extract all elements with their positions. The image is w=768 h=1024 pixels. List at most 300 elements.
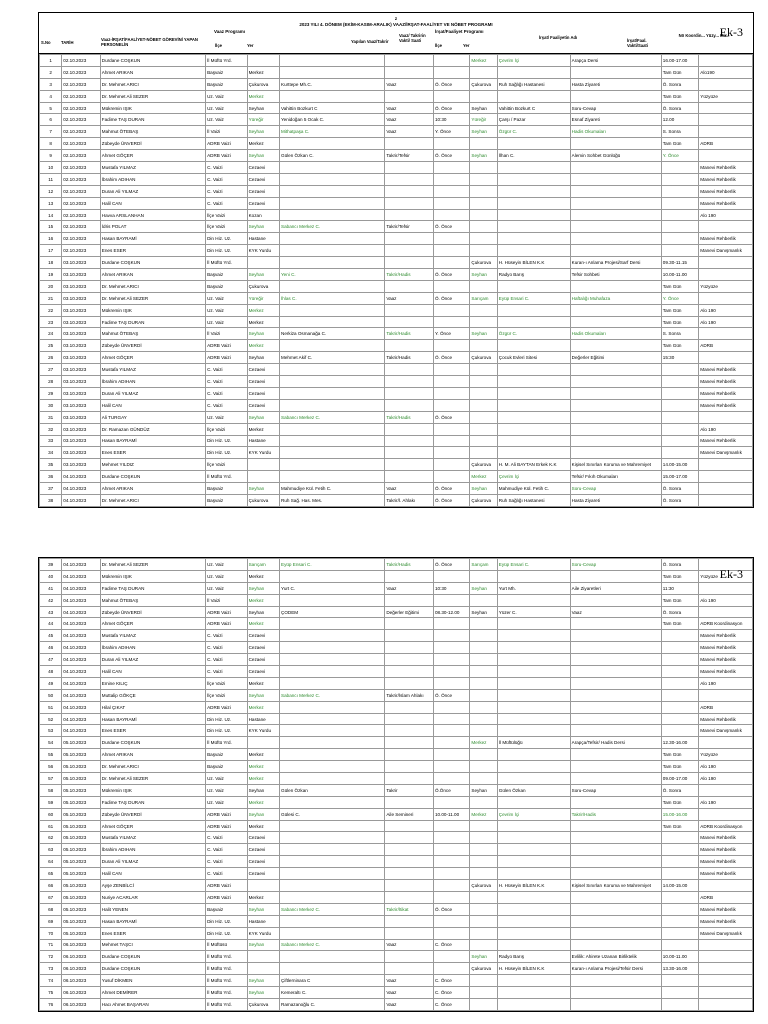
cell-topic: Aile Semineri: [385, 808, 434, 820]
cell-coordination: Alo 190: [699, 209, 753, 221]
cell-place: [280, 856, 385, 868]
cell-time: [433, 570, 469, 582]
cell-role: Uz. Vaiz: [206, 784, 248, 796]
cell-activity-time: 14.00-15.00: [661, 880, 698, 892]
cell-irsat-district: [470, 280, 497, 292]
cell-irsat-district: [470, 197, 497, 209]
cell-irsat-place: [497, 618, 570, 630]
cell-role: Başvaiz: [206, 66, 248, 78]
cell-place: [280, 880, 385, 892]
cell-name: Hasan BAYRAMİ: [100, 233, 205, 245]
table-row: [40, 257, 753, 269]
cell-district: Seyhan: [247, 784, 279, 796]
cell-activity-time: Tam Gün: [661, 90, 698, 102]
cell-place: Gülen Özkan: [280, 784, 385, 796]
cell-time: [433, 761, 469, 773]
cell-irsat-place: Radyo Barış: [497, 269, 570, 281]
cell-activity-time: [661, 868, 698, 880]
cell-irsat-district: Çukurova: [470, 257, 497, 269]
cell-activity-time: [661, 630, 698, 642]
cell-topic: Takrir: [385, 784, 434, 796]
cell-no: 66: [40, 880, 62, 892]
cell-topic: [385, 868, 434, 880]
table-row: [40, 399, 753, 411]
cell-place: [280, 796, 385, 808]
table-row: [40, 559, 753, 571]
cell-irsat-place: [497, 677, 570, 689]
cell-activity-time: Tam Gün: [661, 280, 698, 292]
cell-topic: [385, 963, 434, 975]
cell-activity: [570, 713, 661, 725]
cell-place: [280, 630, 385, 642]
cell-place: Kemeraltı C.: [280, 987, 385, 999]
cell-role: C. Vaizi: [206, 185, 248, 197]
cell-time: [433, 233, 469, 245]
cell-coordination: Yüzyüze: [699, 749, 753, 761]
cell-place: [280, 316, 385, 328]
cell-place: Gülesi C.: [280, 808, 385, 820]
cell-time: 10:30: [433, 582, 469, 594]
cell-irsat-place: [497, 280, 570, 292]
cell-activity-time: 09.00-17.00: [661, 773, 698, 785]
cell-coordination: [699, 987, 753, 999]
cell-district: Hastane: [247, 435, 279, 447]
cell-topic: Takrir/Tefsir: [385, 221, 434, 233]
cell-irsat-place: [497, 185, 570, 197]
cell-coordination: Manevi Rehberlik: [699, 856, 753, 868]
cell-coordination: [699, 257, 753, 269]
cell-district: [247, 55, 279, 67]
cell-topic: Vaaz: [385, 114, 434, 126]
cell-district: Merkez: [247, 677, 279, 689]
cell-place: Ruh Sağ. Has. Mes.: [280, 494, 385, 506]
cell-activity-time: [661, 435, 698, 447]
cell-district: Merkez: [247, 820, 279, 832]
cell-place: [280, 173, 385, 185]
cell-coordination: [699, 606, 753, 618]
cell-irsat-district: [470, 856, 497, 868]
cell-place: [280, 737, 385, 749]
table-row: [40, 868, 753, 880]
cell-name: Ahmet GÖÇER: [100, 618, 205, 630]
cell-district: Cezaevi: [247, 364, 279, 376]
cell-name: Durdane COŞKUN: [100, 471, 205, 483]
cell-date: 03.10.2023: [62, 269, 100, 281]
cell-place: [280, 713, 385, 725]
cell-topic: [385, 340, 434, 352]
cell-date: 04.10.2023: [62, 630, 100, 642]
cell-name: Yusuf DİKMEN: [100, 975, 205, 987]
cell-role: Uz. Vaiz: [206, 411, 248, 423]
cell-district: Seyhan: [247, 328, 279, 340]
cell-activity: [570, 630, 661, 642]
title-text: 2023 YILI 4. DÖNEM (EKİM-KASIM-ARALIK) VAAZ/İRŞAT-FAALİYET VE NÖBET PROGRAMI: [299, 22, 493, 27]
cell-time: Ö. Önce: [433, 411, 469, 423]
cell-activity-time: [661, 856, 698, 868]
cell-no: 23: [40, 316, 62, 328]
table-row: [40, 483, 753, 495]
cell-role: ADRB Vaizi: [206, 820, 248, 832]
cell-role: ADRB Vaizi: [206, 138, 248, 150]
table-row: [40, 173, 753, 185]
cell-irsat-district: Merkez: [470, 808, 497, 820]
cell-role: İlçe Vaizi: [206, 221, 248, 233]
cell-activity: [570, 570, 661, 582]
cell-irsat-district: [470, 340, 497, 352]
cell-district: Seyhan: [247, 221, 279, 233]
table-row: [40, 423, 753, 435]
cell-date: 02.10.2023: [62, 114, 100, 126]
cell-role: Başvaiz: [206, 280, 248, 292]
cell-topic: Takrir/İtikat: [385, 903, 434, 915]
cell-irsat-district: [470, 987, 497, 999]
cell-irsat-place: [497, 173, 570, 185]
cell-activity-time: Tam Gün: [661, 316, 698, 328]
cell-irsat-place: Yurt Mh.: [497, 582, 570, 594]
cell-place: Eyüp Ensari C.: [280, 559, 385, 571]
cell-place: [280, 280, 385, 292]
cell-date: 03.10.2023: [62, 352, 100, 364]
cell-role: Uz. Vaiz: [206, 773, 248, 785]
cell-irsat-district: [470, 796, 497, 808]
cell-role: Uz. Vaiz: [206, 570, 248, 582]
cell-activity-time: Y. Önce: [661, 150, 698, 162]
cell-district: Çukurova: [247, 78, 279, 90]
cell-name: Zübeyde ÜNVERDİ: [100, 808, 205, 820]
cell-irsat-district: [470, 245, 497, 257]
cell-date: 04.10.2023: [62, 677, 100, 689]
cell-date: 04.10.2023: [62, 483, 100, 495]
cell-date: 06.10.2023: [62, 975, 100, 987]
cell-topic: [385, 162, 434, 174]
cell-district: Merkez: [247, 701, 279, 713]
cell-no: 5: [40, 102, 62, 114]
col-ilce-header: İlçe: [215, 43, 222, 48]
col-koord-header: Nö Koordin... Yüzy... Ma...: [678, 33, 730, 38]
cell-name: Ahmet GÖÇER: [100, 352, 205, 364]
cell-irsat-place: Çevrim İçi: [497, 808, 570, 820]
cell-activity-time: 10.00-11.00: [661, 269, 698, 281]
cell-activity-time: 15:30: [661, 352, 698, 364]
cell-irsat-place: [497, 316, 570, 328]
cell-irsat-place: [497, 423, 570, 435]
cell-activity: [570, 796, 661, 808]
table-row: [40, 951, 753, 963]
cell-place: Sabancı Merkez C.: [280, 903, 385, 915]
cell-activity-time: [661, 197, 698, 209]
table-row: [40, 459, 753, 471]
cell-coordination: Yüzyüze: [699, 90, 753, 102]
cell-time: Ö. Önce: [433, 269, 469, 281]
cell-irsat-district: [470, 435, 497, 447]
cell-irsat-district: [470, 677, 497, 689]
cell-date: 05.10.2023: [62, 820, 100, 832]
cell-irsat-place: [497, 666, 570, 678]
cell-irsat-district: Seyhan: [470, 483, 497, 495]
cell-topic: [385, 725, 434, 737]
cell-role: C. Vaizi: [206, 844, 248, 856]
table-row: [40, 796, 753, 808]
table-row: [40, 162, 753, 174]
cell-place: [280, 915, 385, 927]
cell-time: [433, 880, 469, 892]
cell-place: [280, 471, 385, 483]
cell-irsat-district: Çukurova: [470, 963, 497, 975]
cell-irsat-place: [497, 891, 570, 903]
table-row: [40, 316, 753, 328]
cell-activity-time: [661, 725, 698, 737]
cell-district: KYK Yurdu: [247, 245, 279, 257]
cell-role: Başvaiz: [206, 761, 248, 773]
cell-activity: [570, 185, 661, 197]
cell-activity: [570, 618, 661, 630]
cell-date: 06.10.2023: [62, 939, 100, 951]
cell-role: İl Müftü Yrd.: [206, 55, 248, 67]
cell-topic: Takrir/İslam Ahlakı: [385, 689, 434, 701]
cell-time: [433, 316, 469, 328]
cell-topic: [385, 654, 434, 666]
cell-time: [433, 173, 469, 185]
cell-activity-time: 14.00-15.00: [661, 459, 698, 471]
cell-date: 05.10.2023: [62, 773, 100, 785]
cell-role: ADRB Vaizi: [206, 606, 248, 618]
col-yer2-header: Yer: [463, 43, 470, 48]
cell-place: [280, 66, 385, 78]
cell-district: Cezaevi: [247, 197, 279, 209]
cell-role: C. Vaizi: [206, 868, 248, 880]
cell-irsat-place: [497, 66, 570, 78]
cell-district: Hastane: [247, 915, 279, 927]
cell-irsat-place: [497, 654, 570, 666]
cell-irsat-district: Seyhan: [470, 582, 497, 594]
cell-time: Y. Önce: [433, 126, 469, 138]
cell-district: Seyhan: [247, 903, 279, 915]
cell-irsat-district: [470, 364, 497, 376]
cell-activity-time: 16.00-17.00: [661, 55, 698, 67]
cell-no: 70: [40, 927, 62, 939]
cell-place: [280, 185, 385, 197]
cell-activity-time: 15.00-17.00: [661, 471, 698, 483]
cell-place: [280, 701, 385, 713]
cell-activity-time: [661, 233, 698, 245]
cell-district: Kozan: [247, 209, 279, 221]
cell-coordination: Manevi Rehberlik: [699, 173, 753, 185]
cell-time: [433, 963, 469, 975]
cell-irsat-place: [497, 411, 570, 423]
cell-activity-time: Ö. Sonra: [661, 606, 698, 618]
cell-place: [280, 570, 385, 582]
cell-coordination: ADRB: [699, 701, 753, 713]
cell-time: [433, 447, 469, 459]
cell-activity-time: Tam Gün: [661, 618, 698, 630]
cell-irsat-district: Seyhan: [470, 150, 497, 162]
cell-name: İdris POLAT: [100, 221, 205, 233]
cell-date: 03.10.2023: [62, 399, 100, 411]
cell-role: Uz. Vaiz: [206, 304, 248, 316]
cell-date: 03.10.2023: [62, 447, 100, 459]
cell-district: Cezaevi: [247, 162, 279, 174]
cell-activity: [570, 423, 661, 435]
cell-activity-time: Tam Gün: [661, 340, 698, 352]
cell-role: İlçe Vaizi: [206, 677, 248, 689]
cell-name: Ahmet GÖÇER: [100, 820, 205, 832]
cell-activity: [570, 447, 661, 459]
table-row: [40, 618, 753, 630]
cell-district: Yüreğir: [247, 292, 279, 304]
cell-activity-time: [661, 387, 698, 399]
cell-role: İl Müftü Yrd.: [206, 998, 248, 1010]
cell-name: Ahmet DEMİRER: [100, 987, 205, 999]
cell-topic: [385, 399, 434, 411]
table-row: [40, 606, 753, 618]
table-row: [40, 126, 753, 138]
cell-irsat-place: Çocuk Evleri Sitesi: [497, 352, 570, 364]
cell-name: Durdane COŞKUN: [100, 951, 205, 963]
cell-activity-time: [661, 987, 698, 999]
cell-no: 33: [40, 435, 62, 447]
table-row: [40, 963, 753, 975]
cell-no: 67: [40, 891, 62, 903]
cell-coordination: Manevi Danışmanlık: [699, 725, 753, 737]
cell-activity-time: [661, 927, 698, 939]
cell-name: İbrahim ADIHAN: [100, 173, 205, 185]
cell-place: Sabancı Merkez C.: [280, 411, 385, 423]
cell-time: Ö.Önce: [433, 784, 469, 796]
cell-no: 56: [40, 761, 62, 773]
cell-role: C. Vaizi: [206, 399, 248, 411]
cell-irsat-district: Seyhan: [470, 102, 497, 114]
cell-no: 14: [40, 209, 62, 221]
cell-coordination: Manevi Rehberlik: [699, 642, 753, 654]
cell-irsat-place: [497, 975, 570, 987]
vaaz-section-label: Vaaz Programı: [214, 29, 246, 34]
cell-time: [433, 459, 469, 471]
cell-no: 7: [40, 126, 62, 138]
cell-activity: [570, 316, 661, 328]
cell-coordination: ADRB: [699, 891, 753, 903]
cell-date: 03.10.2023: [62, 257, 100, 269]
cell-activity: Arapça/Tefsir/ Hadis Dersi: [570, 737, 661, 749]
cell-no: 2: [40, 66, 62, 78]
cell-irsat-district: [470, 844, 497, 856]
cell-activity-time: 11:30: [661, 582, 698, 594]
cell-place: [280, 642, 385, 654]
cell-coordination: [699, 328, 753, 340]
cell-coordination: Manevi Rehberlik: [699, 376, 753, 388]
cell-activity-time: [661, 221, 698, 233]
table-row: [40, 376, 753, 388]
table-row: [40, 102, 753, 114]
cell-name: Ahmet GÖÇER: [100, 150, 205, 162]
cell-no: 48: [40, 666, 62, 678]
cell-role: C. Vaizi: [206, 630, 248, 642]
cell-activity-time: Ö. Sonra: [661, 784, 698, 796]
cell-activity-time: [661, 903, 698, 915]
cell-coordination: Manevi Rehberlik: [699, 666, 753, 678]
cell-irsat-place: [497, 689, 570, 701]
cell-name: İbrahim ADIHAN: [100, 844, 205, 856]
cell-time: [433, 340, 469, 352]
cell-coordination: Manevi Rehberlik: [699, 197, 753, 209]
cell-role: Uz. Vaiz: [206, 582, 248, 594]
cell-no: 11: [40, 173, 62, 185]
cell-irsat-district: [470, 387, 497, 399]
cell-activity-time: [661, 939, 698, 951]
table-row: [40, 150, 753, 162]
cell-time: [433, 832, 469, 844]
cell-irsat-district: [470, 66, 497, 78]
cell-place: [280, 209, 385, 221]
cell-date: 03.10.2023: [62, 411, 100, 423]
cell-date: 03.10.2023: [62, 316, 100, 328]
cell-no: 75: [40, 987, 62, 999]
cell-no: 13: [40, 197, 62, 209]
cell-activity: [570, 820, 661, 832]
cell-irsat-district: [470, 423, 497, 435]
cell-activity: Soru-Cevap: [570, 483, 661, 495]
cell-activity-time: Y. Önce: [661, 292, 698, 304]
cell-date: 03.10.2023: [62, 435, 100, 447]
cell-irsat-place: [497, 570, 570, 582]
cell-activity: Hadis Okumaları: [570, 328, 661, 340]
cell-activity: [570, 939, 661, 951]
cell-date: 04.10.2023: [62, 606, 100, 618]
table-row: [40, 90, 753, 102]
cell-name: Enes ESER: [100, 725, 205, 737]
cell-irsat-place: [497, 987, 570, 999]
cell-irsat-place: Çevrim İçi: [497, 55, 570, 67]
cell-date: 04.10.2023: [62, 494, 100, 506]
cell-coordination: [699, 269, 753, 281]
cell-activity: [570, 725, 661, 737]
cell-irsat-district: Çukurova: [470, 880, 497, 892]
cell-name: Ahmet ARIKAN: [100, 269, 205, 281]
cell-district: Cezaevi: [247, 387, 279, 399]
cell-name: Duran Ali YILMAZ: [100, 654, 205, 666]
cell-date: 04.10.2023: [62, 666, 100, 678]
cell-topic: [385, 713, 434, 725]
cell-time: C. Önce: [433, 939, 469, 951]
cell-role: C. Vaizi: [206, 666, 248, 678]
cell-activity: Haftalığı Muhafaza: [570, 292, 661, 304]
cell-coordination: Manevi Rehberlik: [699, 844, 753, 856]
cell-activity: Alemin Sohbet Günlüğü: [570, 150, 661, 162]
cell-coordination: Manevi Rehberlik: [699, 185, 753, 197]
cell-time: [433, 915, 469, 927]
cell-place: [280, 376, 385, 388]
cell-role: C. Vaizi: [206, 197, 248, 209]
cell-topic: Takrir/İ. Ahlakı: [385, 494, 434, 506]
cell-district: Hastane: [247, 233, 279, 245]
cell-activity: [570, 701, 661, 713]
cell-irsat-place: [497, 245, 570, 257]
cell-topic: [385, 677, 434, 689]
cell-time: Ö. Önce: [433, 559, 469, 571]
cell-topic: [385, 435, 434, 447]
cell-topic: [385, 66, 434, 78]
cell-place: [280, 868, 385, 880]
cell-no: 27: [40, 364, 62, 376]
table-row: [40, 844, 753, 856]
table-row: [40, 749, 753, 761]
cell-no: 36: [40, 471, 62, 483]
cell-date: 03.10.2023: [62, 387, 100, 399]
cell-name: Hasan BAYRAMİ: [100, 713, 205, 725]
page-header: [39, 13, 753, 54]
cell-no: 37: [40, 483, 62, 495]
cell-no: 57: [40, 773, 62, 785]
cell-no: 71: [40, 939, 62, 951]
